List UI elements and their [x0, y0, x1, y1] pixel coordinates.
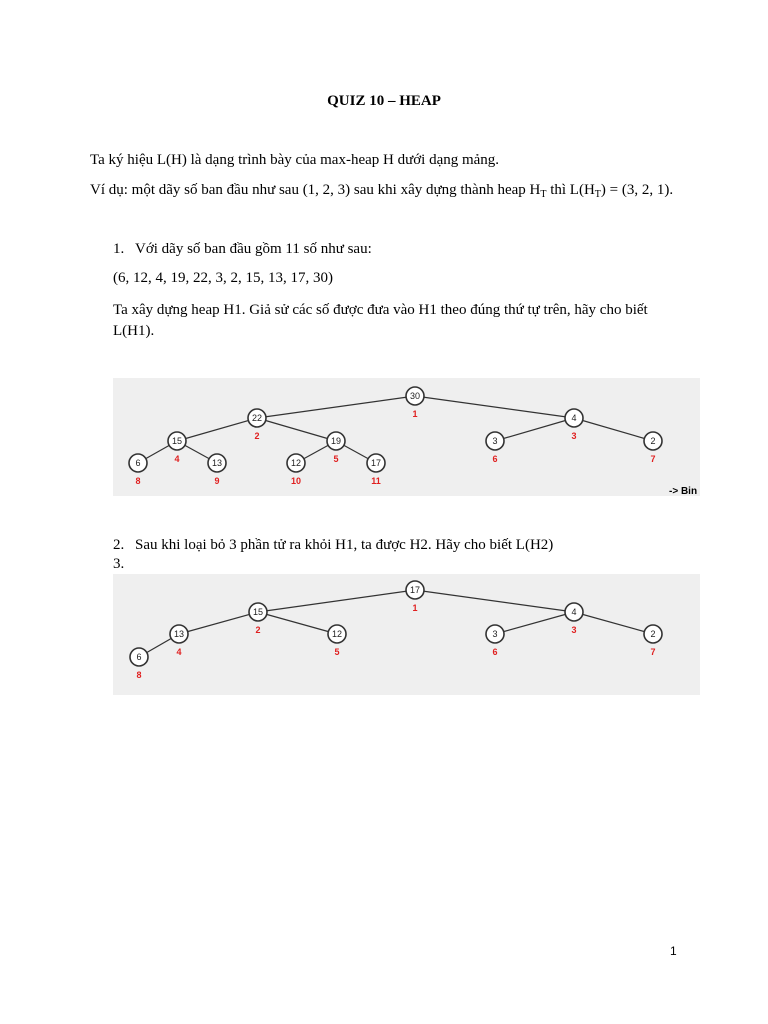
- edge-4-2: [574, 418, 653, 441]
- heap-node-value: 15: [252, 607, 264, 617]
- heap-node-index: 4: [176, 647, 182, 657]
- heap-node: [287, 454, 305, 486]
- heap-node-value: 13: [211, 458, 223, 468]
- heap-node-value: 2: [650, 436, 656, 446]
- heap-node: [249, 603, 267, 635]
- intro-line-2-part-a: Ví dụ: một dãy số ban đầu như sau (1, 2, 3) sau khi xây dựng thành heap H: [90, 182, 541, 198]
- heap-h1-diagram: [113, 378, 700, 496]
- heap-node: [367, 454, 385, 486]
- edge-15-12: [258, 612, 337, 634]
- heap-node-value: 19: [330, 436, 342, 446]
- heap-node: [644, 625, 662, 657]
- heap-node-index: 11: [371, 476, 381, 486]
- intro-subscript-2: T: [594, 189, 601, 200]
- heap-node: [168, 432, 186, 464]
- question-2-text: Sau khi loại bỏ 3 phần tử ra khỏi H1, ta được H2. Hãy cho biết L(H2): [135, 537, 554, 553]
- heap-node-value: 4: [571, 413, 577, 423]
- heap-h2-nodes: [130, 581, 662, 680]
- intro-subscript-1: T: [540, 189, 547, 200]
- heap-node-value: 6: [136, 652, 142, 662]
- heap-node: [129, 454, 147, 486]
- heap-node-value: 12: [290, 458, 302, 468]
- heap-node: [644, 432, 662, 464]
- heap-node: [248, 409, 266, 441]
- heap-node-value: 3: [492, 436, 498, 446]
- heap-node-value: 12: [331, 629, 343, 639]
- heap-node-value: 2: [650, 629, 656, 639]
- heap-node-index: 3: [571, 431, 577, 441]
- heap-node: [406, 581, 424, 613]
- heap-node-index: 1: [412, 603, 418, 613]
- question-1-instruction: Ta xây dựng heap H1. Giả sử các số được đưa vào H1 theo đúng thứ tự trên, hãy cho biết L(H1).: [113, 302, 648, 339]
- heap-node-index: 6: [492, 454, 498, 464]
- edge-15-13: [179, 612, 261, 635]
- heap-node-index: 5: [334, 647, 340, 657]
- question-2-number: 2.: [113, 537, 125, 553]
- heap-node-value: 17: [409, 585, 421, 595]
- heap-node-index: 8: [136, 670, 142, 680]
- heap-node-index: 1: [412, 409, 418, 419]
- intro-line-1: Ta ký hiệu L(H) là dạng trình bày của max-heap H dưới dạng mảng.: [90, 152, 500, 168]
- heap-node: [130, 648, 148, 680]
- heap-node-value: 6: [135, 458, 141, 468]
- heap-node-value: 4: [571, 607, 577, 617]
- heap-node: [486, 432, 504, 464]
- heap-node: [565, 409, 583, 441]
- intro-line-2-part-b: thì L(H: [546, 182, 595, 198]
- heap-node-value: 3: [492, 629, 498, 639]
- heap-node-index: 8: [135, 476, 141, 486]
- heap-node-index: 6: [492, 647, 498, 657]
- intro-line-2-part-c: ) = (3, 2, 1).: [600, 182, 674, 198]
- heap-h1-figure: [113, 378, 700, 496]
- figure-caption: -> Bin: [669, 486, 698, 496]
- heap-node-value: 13: [173, 629, 185, 639]
- heap-h1-edges: [138, 396, 656, 464]
- edge-30-4: [415, 396, 574, 418]
- edge-4-2: [574, 612, 653, 634]
- edge-4-3: [495, 418, 577, 441]
- heap-node: [208, 454, 226, 486]
- heap-node-index: 4: [174, 454, 180, 464]
- edge-17-4: [415, 590, 574, 612]
- heap-h2-edges: [139, 590, 656, 657]
- heap-node-index: 9: [214, 476, 220, 486]
- edge-17-15: [258, 590, 418, 613]
- heap-node-index: 7: [650, 647, 656, 657]
- heap-node-value: 17: [370, 458, 382, 468]
- page-title: QUIZ 10 – HEAP: [327, 93, 441, 109]
- heap-node-index: 7: [650, 454, 656, 464]
- edge-4-3: [495, 612, 577, 635]
- heap-node: [565, 603, 583, 635]
- question-1-sequence: (6, 12, 4, 19, 22, 3, 2, 15, 13, 17, 30): [113, 270, 333, 286]
- heap-node-index: 10: [290, 476, 302, 486]
- heap-node: [486, 625, 504, 657]
- heap-node-index: 2: [254, 431, 260, 441]
- question-1-heading: [113, 241, 372, 258]
- heap-node: [406, 387, 424, 419]
- heap-node: [327, 432, 345, 464]
- edge-22-15: [177, 418, 260, 441]
- heap-h1-nodes: [129, 387, 662, 486]
- heap-node-value: 15: [171, 436, 183, 446]
- heap-node-value: 22: [251, 413, 263, 423]
- question-2-heading: [113, 537, 553, 554]
- heap-node-index: 2: [255, 625, 261, 635]
- heap-h2-figure: [113, 574, 700, 695]
- edge-30-22: [257, 396, 418, 419]
- heap-h2-diagram: [113, 574, 700, 695]
- question-1-number: 1.: [113, 241, 125, 257]
- page-number: 1: [670, 944, 677, 958]
- question-3-number: 3.: [113, 556, 125, 572]
- edge-22-19: [257, 418, 336, 441]
- heap-node-value: 30: [409, 391, 421, 401]
- heap-node-index: 3: [571, 625, 577, 635]
- question-1-text: Với dãy số ban đầu gồm 11 số như sau:: [135, 241, 372, 257]
- heap-node-index: 5: [333, 454, 339, 464]
- heap-node: [170, 625, 188, 657]
- heap-node: [328, 625, 346, 657]
- intro-line-2: [90, 182, 673, 199]
